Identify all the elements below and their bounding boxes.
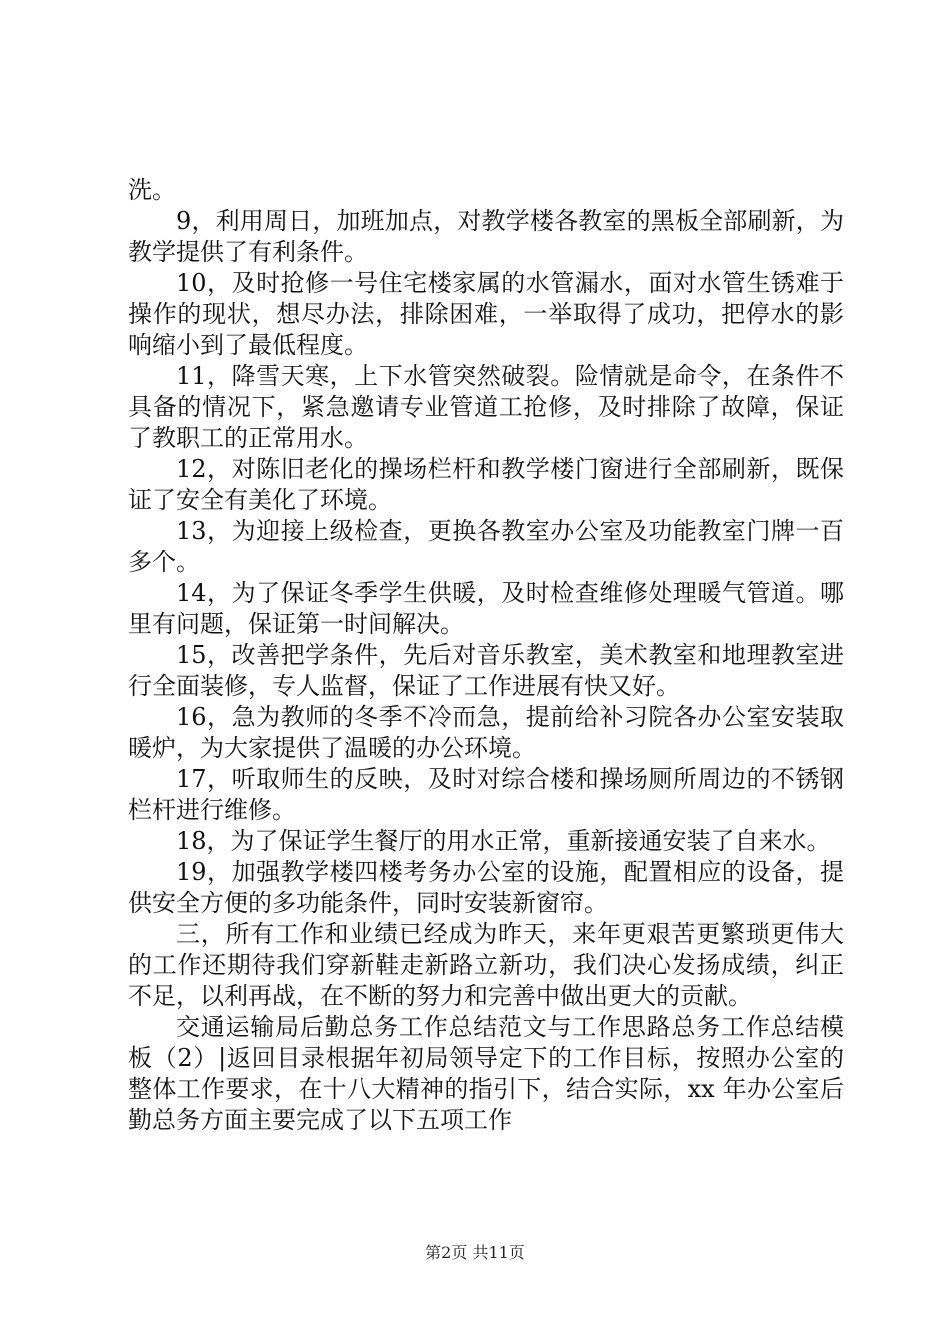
paragraph-item-16: 16，急为教师的冬季不冷而急，提前给补习院各办公室安装取暖炉，为大家提供了温暖的办公环境。 bbox=[128, 703, 844, 762]
document-body bbox=[128, 175, 844, 1136]
paragraph-item-10: 10，及时抢修一号住宅楼家属的水管漏水，面对水管生锈难于操作的现状，想尽办法，排除困难，一举取得了成功，把停水的影响缩小到了最低程度。 bbox=[128, 269, 844, 359]
paragraph-next-article: 交通运输局后勤总务工作总结范文与工作思路总务工作总结模板（2）|返回目录根据年初局领导定下的工作目标，按照办公室的整体工作要求，在十八大精神的指引下，结合实际，xx 年办公室后勤总务方面主要完成了以下五项工作 bbox=[128, 1013, 844, 1134]
paragraph-item-14: 14，为了保证冬季学生供暖，及时检查维修处理暖气管道。哪里有问题，保证第一时间解决。 bbox=[128, 579, 844, 638]
paragraph-item-12: 12，对陈旧老化的操场栏杆和教学楼门窗进行全部刷新，既保证了安全有美化了环境。 bbox=[128, 455, 844, 514]
paragraph-item-18: 18，为了保证学生餐厅的用水正常，重新接通安装了自来水。 bbox=[176, 827, 831, 855]
paragraph-item-19: 19，加强教学楼四楼考务办公室的设施，配置相应的设备，提供安全方便的多功能条件，同时安装新窗帘。 bbox=[128, 858, 844, 917]
paragraph-item-13: 13，为迎接上级检查，更换各教室办公室及功能教室门牌一百多个。 bbox=[128, 517, 844, 576]
paragraph-item-9: 9，利用周日，加班加点，对教学楼各教室的黑板全部刷新，为教学提供了有利条件。 bbox=[128, 207, 844, 266]
paragraph-item-17: 17，听取师生的反映，及时对综合楼和操场厕所周边的不锈钢栏杆进行维修。 bbox=[128, 765, 844, 824]
paragraph-item-11: 11，降雪天寒，上下水管突然破裂。险情就是命令，在条件不具备的情况下，紧急邀请专业管道工抢修，及时排除了故障，保证了教职工的正常用水。 bbox=[128, 362, 844, 452]
page-number-footer: 第2页 共11页 bbox=[425, 1243, 525, 1262]
paragraph-continuation: 洗。 bbox=[128, 176, 176, 204]
paragraph-section-three: 三，所有工作和业绩已经成为昨天，来年更艰苦更繁琐更伟大的工作还期待我们穿新鞋走新路立新功，我们决心发扬成绩，纠正不足，以利再战，在不断的努力和完善中做出更大的贡献。 bbox=[128, 920, 844, 1010]
paragraph-item-15: 15，改善把学条件，先后对音乐教室，美术教室和地理教室进行全面装修，专人监督，保证了工作进展有快又好。 bbox=[128, 641, 844, 700]
